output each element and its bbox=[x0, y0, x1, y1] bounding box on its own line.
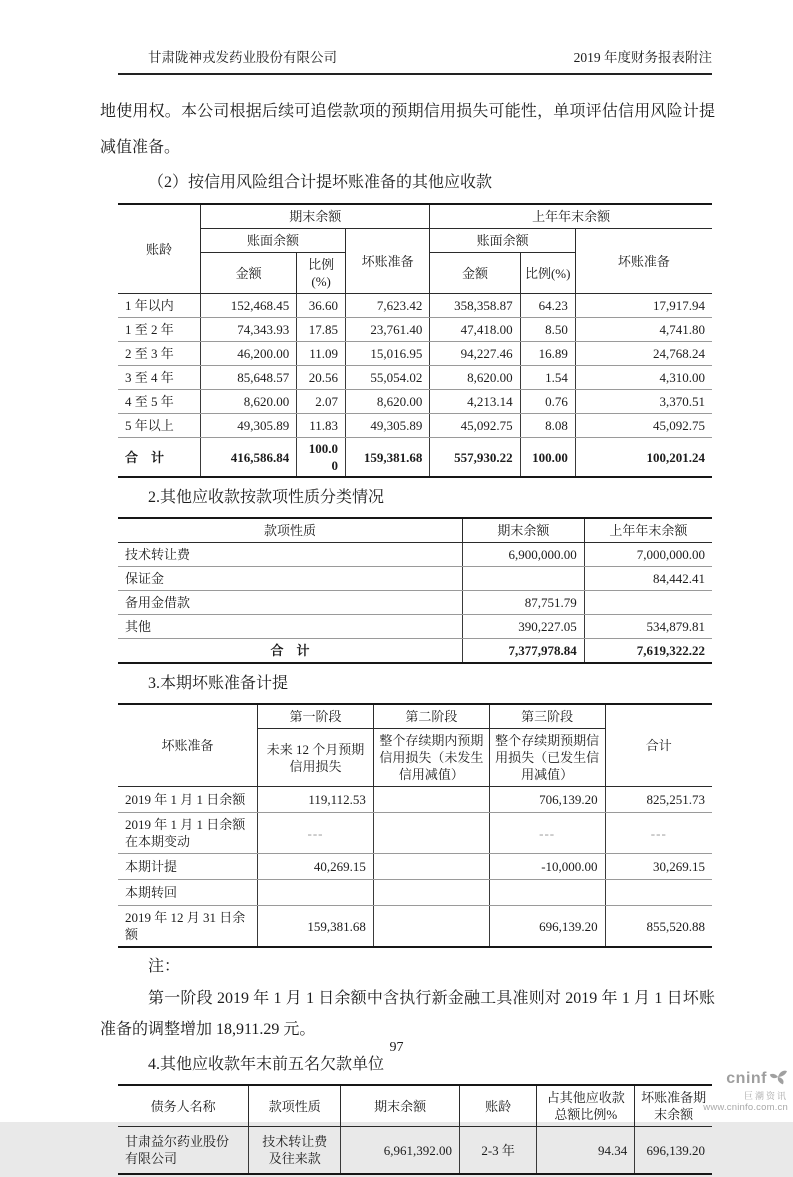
table-cell: 17,917.94 bbox=[575, 294, 712, 318]
nature-table-header bbox=[118, 519, 712, 543]
header-cell: 未来 12 个月预期信用损失 bbox=[258, 729, 374, 787]
aging-section-subtitle: （2）按信用风险组合计提坏账准备的其他应收款 bbox=[148, 174, 493, 191]
table-cell: 2019 年 12 月 31 日余额 bbox=[118, 906, 258, 947]
table-cell: 8.08 bbox=[520, 414, 575, 438]
table-row bbox=[118, 294, 712, 318]
table-cell: 8,620.00 bbox=[345, 390, 429, 414]
table-cell: 7,619,322.22 bbox=[584, 639, 712, 663]
table-cell: 534,879.81 bbox=[584, 615, 712, 639]
table-cell: 17.85 bbox=[297, 318, 346, 342]
table-cell: 46,200.00 bbox=[201, 342, 297, 366]
table-cell: 1 年以内 bbox=[118, 294, 201, 318]
table-cell: 4,741.80 bbox=[575, 318, 712, 342]
table-row bbox=[118, 787, 712, 813]
table-cell: 7,377,978.84 bbox=[463, 639, 585, 663]
header-cell: 债务人名称 bbox=[118, 1086, 249, 1127]
aging-table-header bbox=[118, 205, 712, 294]
table-cell bbox=[258, 880, 374, 906]
table-cell bbox=[489, 880, 605, 906]
table-row bbox=[118, 366, 712, 390]
table-cell: 24,768.24 bbox=[575, 342, 712, 366]
table-cell: 100.00 bbox=[297, 438, 346, 477]
nature-table-body bbox=[118, 543, 712, 663]
table-cell: 4,213.14 bbox=[430, 390, 520, 414]
table-cell: 3,370.51 bbox=[575, 390, 712, 414]
table-row bbox=[118, 854, 712, 880]
header-cell: 坏账准备 bbox=[118, 705, 258, 787]
table-cell: 87,751.79 bbox=[463, 591, 585, 615]
table-cell: 16.89 bbox=[520, 342, 575, 366]
note-label: 注： bbox=[148, 958, 181, 975]
table-cell: 本期计提 bbox=[118, 854, 258, 880]
table-cell: 甘肃益尔药业股份有限公司 bbox=[118, 1127, 249, 1174]
page-content bbox=[100, 94, 715, 1177]
table-cell: 825,251.73 bbox=[605, 787, 712, 813]
header-cell: 期末余额 bbox=[341, 1086, 460, 1127]
table-row bbox=[118, 438, 712, 477]
running-header bbox=[118, 46, 712, 75]
table-cell: 45,092.75 bbox=[430, 414, 520, 438]
table-row bbox=[118, 615, 712, 639]
cninfo-url: www.cninfo.com.cn bbox=[703, 1102, 788, 1114]
table-cell: 备用金借款 bbox=[118, 591, 463, 615]
table-cell: --- bbox=[605, 813, 712, 854]
table-cell: 技术转让费及往来款 bbox=[249, 1127, 341, 1174]
table-cell: 保证金 bbox=[118, 567, 463, 591]
header-cell: 账龄 bbox=[460, 1086, 537, 1127]
table-cell: -10,000.00 bbox=[489, 854, 605, 880]
pinwheel-icon bbox=[768, 1068, 788, 1091]
header-cell: 上年年末余额 bbox=[584, 519, 712, 543]
table-cell: 6,900,000.00 bbox=[463, 543, 585, 567]
table-cell: 36.60 bbox=[297, 294, 346, 318]
table-cell: 23,761.40 bbox=[345, 318, 429, 342]
company-name: 甘肃陇神戎发药业股份有限公司 bbox=[148, 50, 337, 65]
table-cell: 4 至 5 年 bbox=[118, 390, 201, 414]
top5-debtors-table bbox=[118, 1086, 712, 1173]
cninfo-chinese-name: 巨潮资讯 bbox=[743, 1090, 788, 1101]
table-cell: 74,343.93 bbox=[201, 318, 297, 342]
header-cell: 比例(%) bbox=[520, 253, 575, 294]
table-cell: 15,016.95 bbox=[345, 342, 429, 366]
table-cell: 30,269.15 bbox=[605, 854, 712, 880]
table-cell: 40,269.15 bbox=[258, 854, 374, 880]
provision-table-header bbox=[118, 705, 712, 787]
header-cell: 第二阶段 bbox=[373, 705, 489, 729]
table-row bbox=[118, 880, 712, 906]
table-cell: 2-3 年 bbox=[460, 1127, 537, 1174]
table-cell bbox=[373, 906, 489, 947]
table-cell: 2 至 3 年 bbox=[118, 342, 201, 366]
doc-title: 2019 年度财务报表附注 bbox=[573, 50, 712, 65]
intro-paragraph: 地使用权。本公司根据后续可追偿款项的预期信用损失可能性，单项评估信用风险计提减值准备。 bbox=[100, 103, 715, 156]
table-cell: 159,381.68 bbox=[345, 438, 429, 477]
header-cell: 账龄 bbox=[118, 205, 201, 294]
table-cell bbox=[605, 880, 712, 906]
table-row bbox=[118, 414, 712, 438]
table-row bbox=[118, 567, 712, 591]
table-cell: 2.07 bbox=[297, 390, 346, 414]
top5-table-wrapper bbox=[118, 1084, 712, 1175]
bad-debt-provision-table bbox=[118, 705, 712, 946]
table-cell: 20.56 bbox=[297, 366, 346, 390]
header-cell: 账面余额 bbox=[201, 229, 346, 253]
provision-table-body bbox=[118, 787, 712, 947]
table-cell: 1 至 2 年 bbox=[118, 318, 201, 342]
table-cell: 159,381.68 bbox=[258, 906, 374, 947]
header-cell: 期末余额 bbox=[463, 519, 585, 543]
header-cell: 期末余额 bbox=[201, 205, 430, 229]
table-cell: 100,201.24 bbox=[575, 438, 712, 477]
table-cell: 49,305.89 bbox=[201, 414, 297, 438]
table-row bbox=[118, 906, 712, 947]
table-cell: 8.50 bbox=[520, 318, 575, 342]
cninfo-brand-text: cninf bbox=[726, 1070, 767, 1087]
table-row bbox=[118, 342, 712, 366]
table-cell: 本期转回 bbox=[118, 880, 258, 906]
table-row bbox=[118, 1127, 712, 1174]
table-cell: 358,358.87 bbox=[430, 294, 520, 318]
table-cell: 696,139.20 bbox=[489, 906, 605, 947]
table-cell: 11.83 bbox=[297, 414, 346, 438]
table-cell: 557,930.22 bbox=[430, 438, 520, 477]
table-cell bbox=[463, 567, 585, 591]
table-cell: 其他 bbox=[118, 615, 463, 639]
provision-table-wrapper bbox=[118, 703, 712, 948]
table-row bbox=[118, 318, 712, 342]
table-cell bbox=[373, 787, 489, 813]
table-cell: 855,520.88 bbox=[605, 906, 712, 947]
table-row bbox=[118, 813, 712, 854]
cninfo-logo bbox=[668, 1068, 788, 1113]
table-cell: 152,468.45 bbox=[201, 294, 297, 318]
aging-analysis-table bbox=[118, 205, 712, 476]
table-cell: 4,310.00 bbox=[575, 366, 712, 390]
table-cell: 390,227.05 bbox=[463, 615, 585, 639]
header-cell: 比例(%) bbox=[297, 253, 346, 294]
top5-table-body bbox=[118, 1127, 712, 1174]
table-cell: 0.76 bbox=[520, 390, 575, 414]
header-cell: 合计 bbox=[605, 705, 712, 787]
aging-table-body bbox=[118, 294, 712, 477]
header-cell: 坏账准备 bbox=[345, 229, 429, 294]
table-row bbox=[118, 543, 712, 567]
header-cell: 金额 bbox=[201, 253, 297, 294]
table-cell: 55,054.02 bbox=[345, 366, 429, 390]
table-cell: 合 计 bbox=[118, 639, 463, 663]
table-cell: 100.00 bbox=[520, 438, 575, 477]
table-cell bbox=[373, 854, 489, 880]
table-row bbox=[118, 390, 712, 414]
table-cell: 7,000,000.00 bbox=[584, 543, 712, 567]
table-cell: 1.54 bbox=[520, 366, 575, 390]
header-cell: 坏账准备期末余额 bbox=[635, 1086, 712, 1127]
aging-table-wrapper bbox=[118, 203, 712, 478]
table-cell: 84,442.41 bbox=[584, 567, 712, 591]
table-cell: 合 计 bbox=[118, 438, 201, 477]
table-cell bbox=[373, 880, 489, 906]
table-cell: 2019 年 1 月 1 日余额 bbox=[118, 787, 258, 813]
table-cell: 696,139.20 bbox=[635, 1127, 712, 1174]
table-cell: 47,418.00 bbox=[430, 318, 520, 342]
header-cell: 第三阶段 bbox=[489, 705, 605, 729]
table-cell: 49,305.89 bbox=[345, 414, 429, 438]
table-cell: 7,623.42 bbox=[345, 294, 429, 318]
header-cell: 整个存续期内预期信用损失（未发生信用减值） bbox=[373, 729, 489, 787]
table-cell: 119,112.53 bbox=[258, 787, 374, 813]
table-cell: 8,620.00 bbox=[430, 366, 520, 390]
table-cell: 706,139.20 bbox=[489, 787, 605, 813]
table-cell: 45,092.75 bbox=[575, 414, 712, 438]
header-cell: 款项性质 bbox=[249, 1086, 341, 1127]
table-cell: --- bbox=[489, 813, 605, 854]
table-cell: 11.09 bbox=[297, 342, 346, 366]
table-row bbox=[118, 639, 712, 663]
header-cell: 整个存续期预期信用损失（已发生信用减值） bbox=[489, 729, 605, 787]
top5-section-title: 4.其他应收款年末前五名欠款单位 bbox=[148, 1056, 385, 1073]
table-cell: 技术转让费 bbox=[118, 543, 463, 567]
table-cell: 2019 年 1 月 1 日余额在本期变动 bbox=[118, 813, 258, 854]
table-cell: 6,961,392.00 bbox=[341, 1127, 460, 1174]
table-cell bbox=[584, 591, 712, 615]
header-cell: 第一阶段 bbox=[258, 705, 374, 729]
table-cell: 94,227.46 bbox=[430, 342, 520, 366]
table-cell: 8,620.00 bbox=[201, 390, 297, 414]
top5-table-header bbox=[118, 1086, 712, 1127]
header-cell: 账面余额 bbox=[430, 229, 576, 253]
header-cell: 金额 bbox=[430, 253, 520, 294]
header-cell: 坏账准备 bbox=[575, 229, 712, 294]
header-cell: 占其他应收款总额比例% bbox=[537, 1086, 635, 1127]
table-cell: 416,586.84 bbox=[201, 438, 297, 477]
table-cell: 94.34 bbox=[537, 1127, 635, 1174]
table-cell: 5 年以上 bbox=[118, 414, 201, 438]
table-row bbox=[118, 591, 712, 615]
table-cell: --- bbox=[258, 813, 374, 854]
table-cell: 64.23 bbox=[520, 294, 575, 318]
nature-section-title: 2.其他应收款按款项性质分类情况 bbox=[148, 489, 385, 506]
page-number: 97 bbox=[389, 1040, 404, 1055]
note-paragraph: 第一阶段 2019 年 1 月 1 日余额中含执行新金融工具准则对 2019 年 1 月 1 日坏账准备的调整增加 18,911.29 元。 bbox=[100, 990, 715, 1038]
table-cell bbox=[373, 813, 489, 854]
header-cell: 款项性质 bbox=[118, 519, 463, 543]
nature-table-wrapper bbox=[118, 517, 712, 664]
table-cell: 3 至 4 年 bbox=[118, 366, 201, 390]
nature-classification-table bbox=[118, 519, 712, 662]
table-cell: 85,648.57 bbox=[201, 366, 297, 390]
header-cell: 上年年末余额 bbox=[430, 205, 712, 229]
provision-section-title: 3.本期坏账准备计提 bbox=[148, 675, 289, 692]
